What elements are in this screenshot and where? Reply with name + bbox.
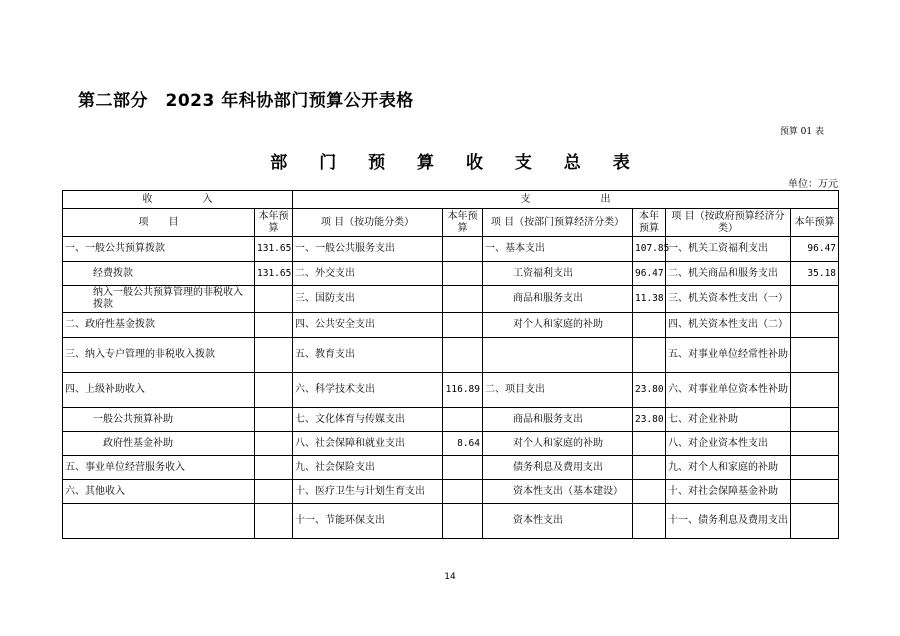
gov-item: 四、机关资本性支出（二） [666,313,791,338]
dept-item: 商品和服务支出 [483,286,633,313]
table-row [63,373,839,408]
income-amount [255,408,293,432]
table-row [63,338,839,373]
func-amount [443,262,483,286]
func-amount [443,338,483,373]
gov-item: 二、机关商品和服务支出 [666,262,791,286]
dept-amount: 96.47 [633,262,666,286]
group-header-row [63,191,839,209]
table-title: 部 门 预 算 收 支 总 表 [270,153,643,173]
dept-item: 工资福利支出 [483,262,633,286]
gov-amount [791,286,839,313]
dept-amount [633,480,666,504]
col-header-item: 项 目 [63,209,255,237]
dept-amount: 23.80 [633,373,666,408]
col-header-amount: 本年预算 [255,209,293,237]
gov-amount [791,408,839,432]
col-header-econ-gov: 项 目（按政府预算经济分类） [666,209,791,237]
income-amount [255,286,293,313]
gov-item: 三、机关资本性支出（一） [666,286,791,313]
income-amount [255,432,293,456]
dept-amount: 107.85 [633,237,666,262]
gov-item: 十、对社会保障基金补助 [666,480,791,504]
income-item [63,504,255,539]
dept-item [483,338,633,373]
gov-amount: 35.18 [791,262,839,286]
gov-amount [791,373,839,408]
func-amount [443,408,483,432]
dept-item: 资本性支出 [483,504,633,539]
dept-amount [633,432,666,456]
income-item: 一般公共预算补助 [63,408,255,432]
gov-amount [791,432,839,456]
func-amount: 8.64 [443,432,483,456]
income-amount: 131.65 [255,237,293,262]
func-item: 四、公共安全支出 [293,313,443,338]
gov-amount: 96.47 [791,237,839,262]
budget-table [62,190,839,539]
income-item: 三、纳入专户管理的非税收入拨款 [63,338,255,373]
col-header-amount: 本年预算 [443,209,483,237]
gov-amount [791,338,839,373]
table-row [63,313,839,338]
func-amount [443,313,483,338]
func-item: 五、教育支出 [293,338,443,373]
income-group-header: 收 入 [63,191,293,209]
dept-item: 对个人和家庭的补助 [483,313,633,338]
dept-item: 对个人和家庭的补助 [483,432,633,456]
gov-item: 一、机关工资福利支出 [666,237,791,262]
gov-item: 六、对事业单位资本性补助 [666,373,791,408]
func-amount: 116.89 [443,373,483,408]
func-amount [443,480,483,504]
func-item: 七、文化体育与传媒支出 [293,408,443,432]
func-item: 一、一般公共服务支出 [293,237,443,262]
table-row [63,432,839,456]
dept-amount [633,338,666,373]
table-row [63,286,839,313]
table-row [63,408,839,432]
dept-amount [633,504,666,539]
income-amount [255,456,293,480]
func-item: 二、外交支出 [293,262,443,286]
func-item: 八、社会保障和就业支出 [293,432,443,456]
dept-item: 商品和服务支出 [483,408,633,432]
income-item: 五、事业单位经营服务收入 [63,456,255,480]
table-row [63,456,839,480]
func-item: 三、国防支出 [293,286,443,313]
func-amount [443,456,483,480]
dept-amount: 23.80 [633,408,666,432]
income-amount [255,480,293,504]
income-item: 四、上级补助收入 [63,373,255,408]
page-heading: 第二部分 2023 年科协部门预算公开表格 [78,91,414,111]
income-item: 六、其他收入 [63,480,255,504]
income-amount [255,373,293,408]
func-amount [443,286,483,313]
table-row [63,480,839,504]
gov-amount [791,456,839,480]
expenditure-group-header: 支 出 [293,191,839,209]
income-amount [255,338,293,373]
col-header-func: 项 目（按功能分类） [293,209,443,237]
column-header-row [63,209,839,237]
income-amount [255,313,293,338]
dept-amount: 11.38 [633,286,666,313]
table-row [63,504,839,539]
func-item: 九、社会保险支出 [293,456,443,480]
income-item: 一、一般公共预算拨款 [63,237,255,262]
gov-amount [791,504,839,539]
gov-amount [791,480,839,504]
func-amount [443,237,483,262]
income-amount: 131.65 [255,262,293,286]
col-header-econ-dept: 项 目（按部门预算经济分类） [483,209,633,237]
dept-amount [633,313,666,338]
form-number: 预算 01 表 [779,127,824,137]
func-item: 六、科学技术支出 [293,373,443,408]
gov-item: 九、对个人和家庭的补助 [666,456,791,480]
income-item: 纳入一般公共预算管理的非税收入拨款 [63,286,255,313]
func-item: 十、医疗卫生与计划生育支出 [293,480,443,504]
func-item: 十一、节能环保支出 [293,504,443,539]
page-number: 14 [444,572,456,582]
col-header-amount: 本年预算 [633,209,666,237]
col-header-amount: 本年预算 [791,209,839,237]
income-amount [255,504,293,539]
table-row [63,237,839,262]
income-item: 政府性基金补助 [63,432,255,456]
gov-item: 七、对企业补助 [666,408,791,432]
gov-amount [791,313,839,338]
dept-item: 资本性支出（基本建设） [483,480,633,504]
table-row [63,262,839,286]
func-amount [443,504,483,539]
dept-item: 债务利息及费用支出 [483,456,633,480]
dept-item: 一、基本支出 [483,237,633,262]
income-item: 二、政府性基金拨款 [63,313,255,338]
dept-item: 二、项目支出 [483,373,633,408]
gov-item: 八、对企业资本性支出 [666,432,791,456]
unit-label: 单位：万元 [788,179,838,190]
gov-item: 五、对事业单位经常性补助 [666,338,791,373]
dept-amount [633,456,666,480]
gov-item: 十一、债务利息及费用支出 [666,504,791,539]
income-item: 经费拨款 [63,262,255,286]
